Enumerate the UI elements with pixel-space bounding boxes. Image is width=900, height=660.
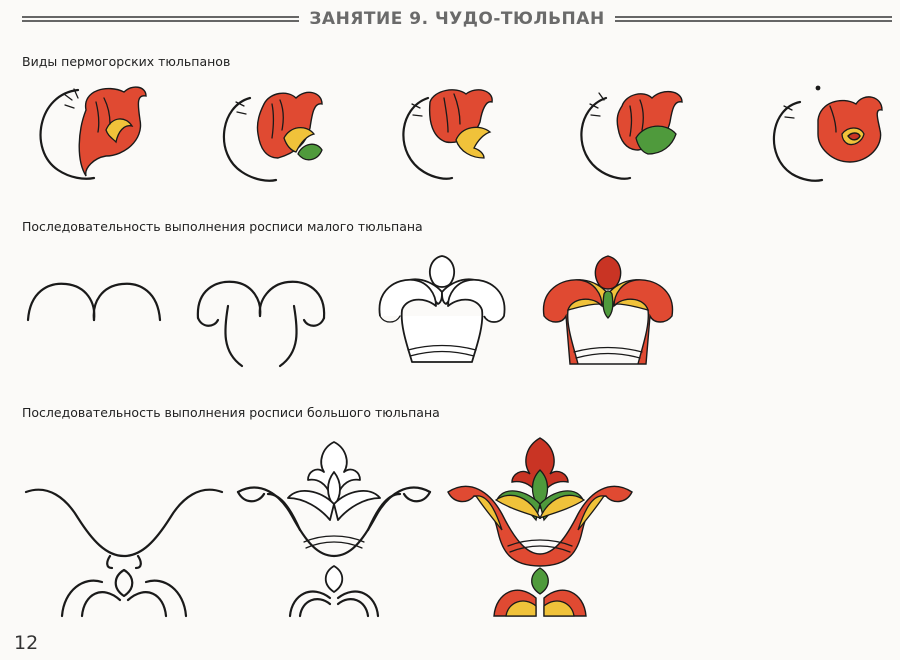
header-rule-left bbox=[22, 15, 299, 24]
dot-icon bbox=[816, 86, 821, 91]
page-number: 12 bbox=[14, 632, 39, 654]
section-label-large-tulip: Последовательность выполнения росписи большого тюльпана bbox=[22, 405, 440, 420]
page-title: ЗАНЯТИЕ 9. ЧУДО-ТЮЛЬПАН bbox=[309, 9, 605, 29]
section-label-types: Виды пермогорских тюльпанов bbox=[22, 54, 231, 69]
section-label-small-tulip: Последовательность выполнения росписи малого тюльпана bbox=[22, 219, 423, 234]
header-rule-right bbox=[615, 15, 892, 24]
tulip-type-3 bbox=[394, 84, 512, 190]
tulip-type-5 bbox=[760, 76, 890, 194]
small-tulip-step-1 bbox=[22, 276, 162, 326]
large-tulip-step-3 bbox=[446, 434, 634, 618]
tulip-type-1 bbox=[28, 80, 158, 190]
small-tulip-step-2 bbox=[188, 276, 334, 372]
large-tulip-step-2 bbox=[234, 438, 434, 618]
small-tulip-step-4 bbox=[538, 252, 678, 374]
large-tulip-step-1 bbox=[22, 484, 226, 618]
page-header bbox=[22, 6, 892, 32]
tulip-type-2 bbox=[214, 84, 334, 190]
tulip-type-4 bbox=[572, 84, 696, 190]
small-tulip-step-3 bbox=[372, 252, 512, 372]
